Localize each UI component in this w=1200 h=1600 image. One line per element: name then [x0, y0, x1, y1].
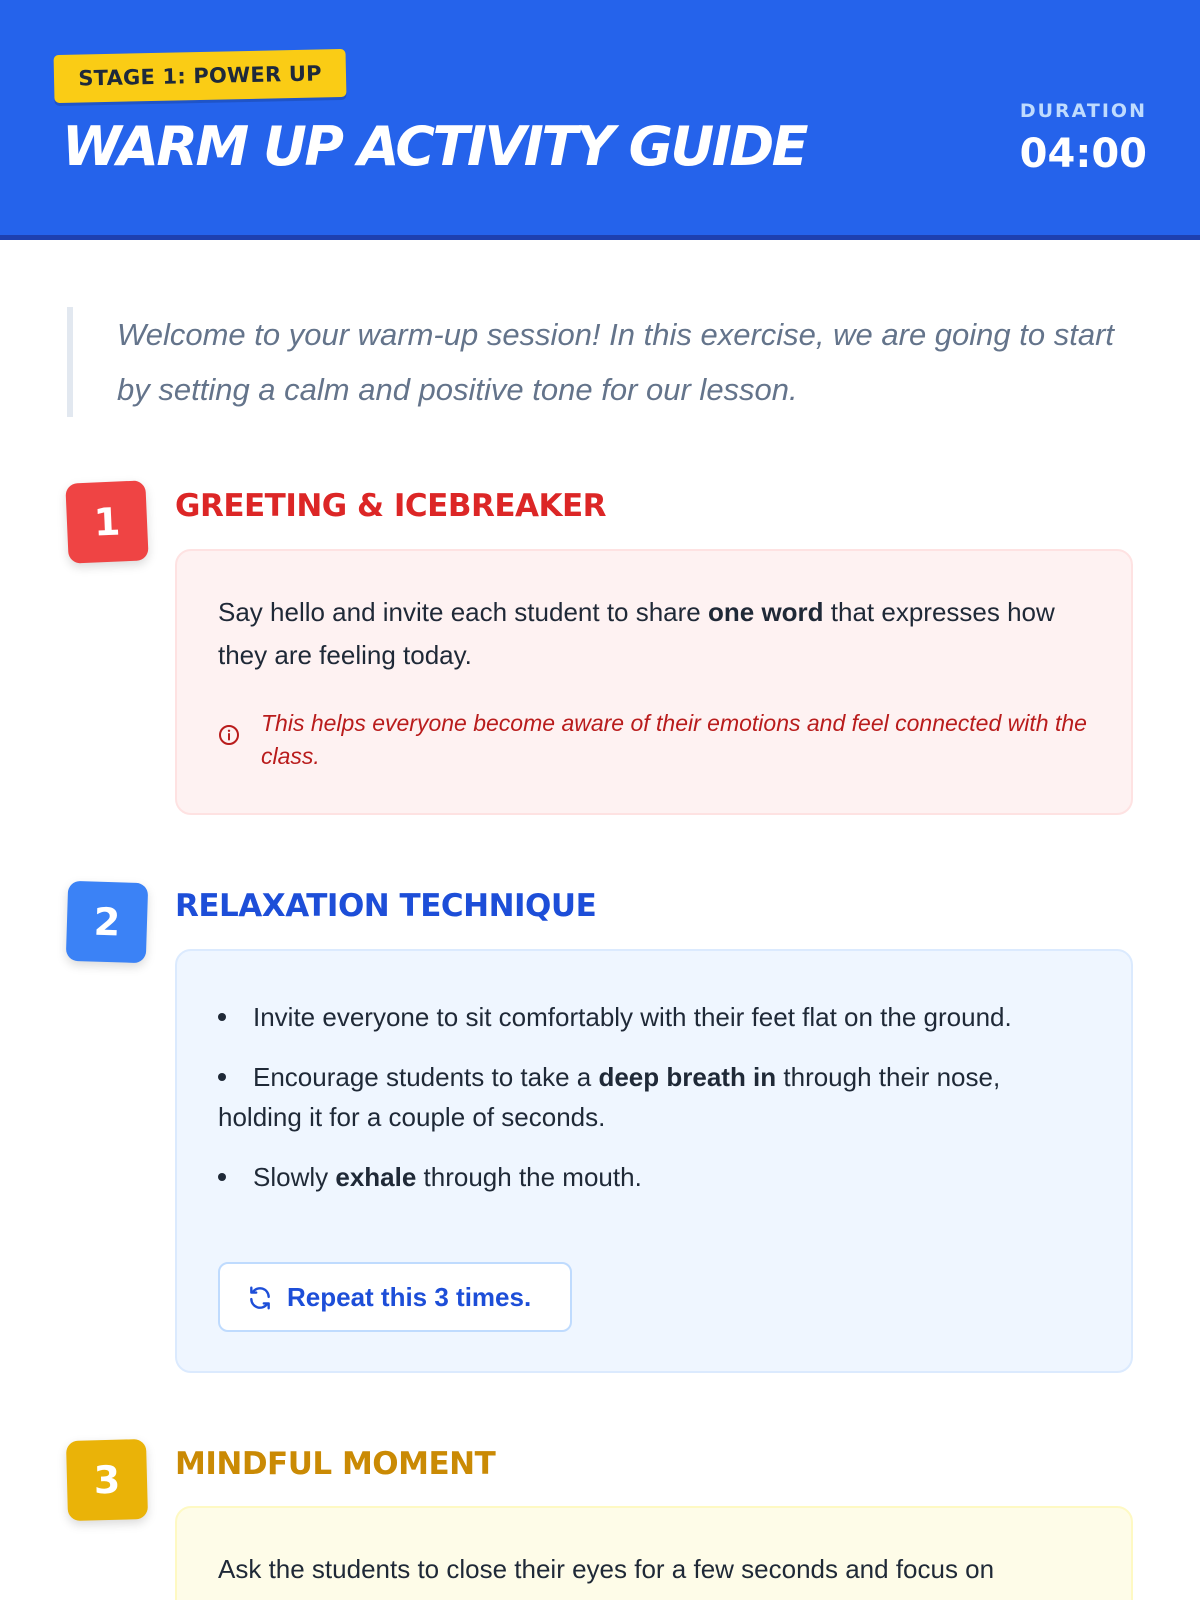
info-circle-icon	[217, 723, 241, 747]
step-2-number: 2	[66, 881, 148, 963]
step-1-card	[175, 549, 1133, 815]
step-1-text-after: that expresses how they are feeling today.	[218, 597, 1055, 670]
step-2-card	[175, 949, 1133, 1373]
bullet-icon	[218, 1173, 226, 1181]
list-item-text-after: through their nose, holding it for a couple of seconds.	[218, 1062, 1001, 1132]
page-title: WARM UP ACTIVITY GUIDE	[62, 115, 807, 178]
duration-value: 04:00	[1019, 131, 1147, 177]
list-item	[218, 1057, 1078, 1137]
step-2-list	[218, 997, 1078, 1217]
stage-badge: STAGE 1: POWER UP	[54, 49, 347, 103]
step-3-text: Ask the students to close their eyes for a few seconds and focus on	[218, 1554, 995, 1584]
intro-quote: Welcome to your warm-up session! In this exercise, we are going to start by setting a calm and positive tone for our lesson.	[67, 307, 1147, 417]
refresh-icon	[247, 1285, 273, 1311]
duration-label: DURATION	[1019, 100, 1147, 122]
list-item	[218, 1157, 1078, 1197]
page-header	[0, 0, 1200, 240]
step-3-number: 3	[66, 1439, 148, 1521]
list-item-text-after: through the mouth.	[416, 1162, 642, 1192]
step-1-title: GREETING & ICEBREAKER	[175, 488, 607, 524]
bullet-icon	[218, 1073, 226, 1081]
step-1-note: This helps everyone become aware of their emotions and feel connected with the class.	[261, 710, 1087, 769]
step-2-title: RELAXATION TECHNIQUE	[175, 888, 597, 924]
repeat-button-label: Repeat this 3 times.	[287, 1282, 532, 1312]
list-item-text: Slowly	[253, 1162, 336, 1192]
step-1-text-bold: one word	[708, 597, 824, 627]
step-3-card	[175, 1506, 1133, 1600]
step-3-title: MINDFUL MOMENT	[175, 1446, 496, 1482]
list-item-text: Encourage students to take a	[253, 1062, 599, 1092]
step-1-number: 1	[65, 480, 148, 563]
repeat-button[interactable]	[218, 1262, 572, 1332]
list-item-bold: deep breath in	[598, 1062, 777, 1092]
list-item-text: Invite everyone to sit comfortably with their feet flat on the ground.	[253, 1002, 1012, 1032]
list-item-bold: exhale	[335, 1162, 417, 1192]
bullet-icon	[218, 1013, 226, 1021]
step-1-text	[218, 591, 1078, 677]
list-item	[218, 997, 1078, 1037]
step-1-text-before: Say hello and invite each student to share	[218, 597, 708, 627]
